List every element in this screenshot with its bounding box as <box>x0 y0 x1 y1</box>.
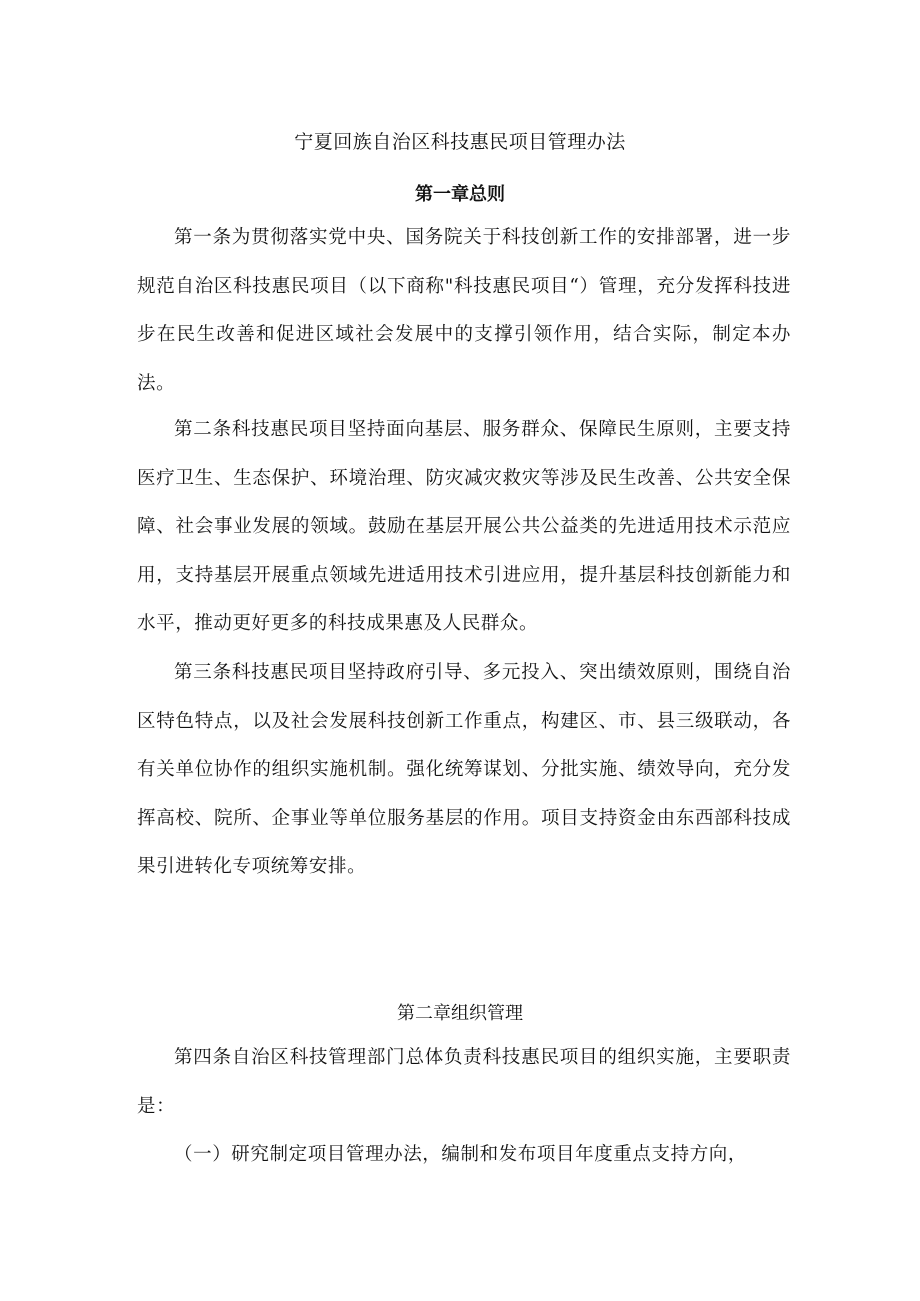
article-4-paragraph: 第四条自治区科技管理部门总体负责科技惠民项目的组织实施，主要职责是： <box>137 1047 791 1117</box>
chapter-1-heading: 第一章总则 <box>415 184 505 205</box>
article-2-paragraph: 第二条科技惠民项目坚持面向基层、服务群众、保障民生原则，主要支持医疗卫生、生态保护、环境治理、防灾减灾救灾等涉及民生改善、公共安全保障、社会事业发展的领域。鼓励在基层开展公共公益类的先进适用技术示范应用，支持基层开展重点领域先进适用技术引进应用，提升基层科技创新能力和水平，推动更好更多的科技成果惠及人民群众。 <box>137 419 791 635</box>
article-4-item-1-paragraph: （一）研究制定项目管理办法，编制和发布项目年度重点支持方向， <box>174 1144 748 1165</box>
chapter-2-heading: 第二章组织管理 <box>397 1003 523 1024</box>
article-3-paragraph: 第三条科技惠民项目坚持政府引导、多元投入、突出绩效原则，围绕自治区特色特点，以及社会发展科技创新工作重点，构建区、市、县三级联动，各有关单位协作的组织实施机制。强化统筹谋划、分批实施、绩效导向，充分发挥高校、院所、企事业等单位服务基层的作用。项目支持资金由东西部科技成果引进转化专项统筹安排。 <box>137 662 791 878</box>
article-1-paragraph: 第一条为贯彻落实党中央、国务院关于科技创新工作的安排部署，进一步规范自治区科技惠民项目（以下商称"科技惠民项目“）管理，充分发挥科技进步在民生改善和促进区域社会发展中的支撑引领作用，结合实际，制定本办法。 <box>137 227 791 394</box>
document-title: 宁夏回族自治区科技惠民项目管理办法 <box>294 131 626 153</box>
